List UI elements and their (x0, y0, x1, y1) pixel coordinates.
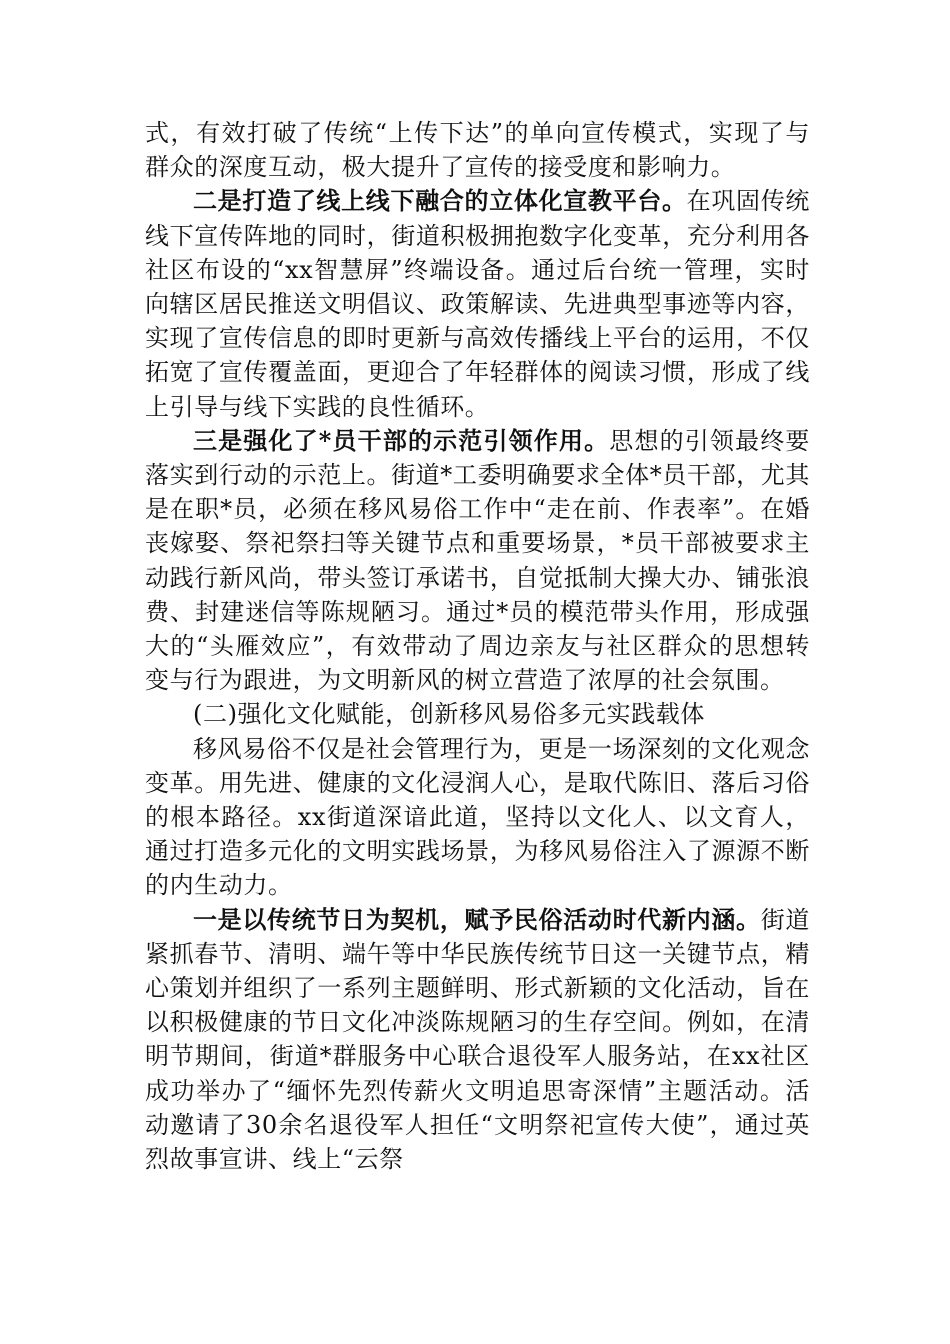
paragraph-1 (145, 116, 810, 184)
paragraph-5-text: 街道紧抓春节、清明、端午等中华民族传统节日这一关键节点，精心策划并组织了一系列主题鲜明、形式新颖的文化活动，旨在以积极健康的节日文化冲淡陈规陋习的生存空间。例如，在清明节期间，街道*群服务中心联合退役军人服务站，在xx社区成功举办了“缅怀先烈传薪火文明追思寄深情”主题活动。活动邀请了30余名退役军人担任“文明祭祀宣传大使”，通过英烈故事宣讲、线上“云祭 (145, 905, 810, 1174)
paragraph-3-text: 思想的引领最终要落实到行动的示范上。街道*工委明确要求全体*员干部，尤其是在职*员，必须在移风易俗工作中“走在前、作表率”。在婚丧嫁娶、祭祀祭扫等关键节点和重要场景，*员干部被要求主动践行新风尚，带头签订承诺书，自觉抵制大操大办、铺张浪费、封建迷信等陈规陋习。通过*员的模范带头作用，形成强大的“头雁效应”，有效带动了周边亲友与社区群众的思想转变与行为跟进，为文明新风的树立营造了浓厚的社会氛围。 (145, 426, 810, 695)
paragraph-3 (145, 424, 810, 698)
paragraph-2-text: 在巩固传统线下宣传阵地的同时，街道积极拥抱数字化变革，充分利用各社区布设的“xx智慧屏”终端设备。通过后台统一管理，实时向辖区居民推送文明倡议、政策解读、先进典型事迹等内容，实现了宣传信息的即时更新与高效传播线上平台的运用，不仅拓宽了宣传覆盖面，更迎合了年轻群体的阅读习惯，形成了线上引导与线下实践的良性循环。 (145, 187, 811, 421)
paragraph-2-lead: 二是打造了线上线下融合的立体化宣教平台。 (193, 186, 687, 216)
paragraph-3-lead: 三是强化了*员干部的示范引领作用。 (193, 425, 610, 455)
paragraph-5-lead: 一是以传统节日为契机，赋予民俗活动时代新内涵。 (193, 904, 761, 934)
paragraph-5 (145, 903, 810, 1177)
paragraph-2 (145, 184, 810, 423)
paragraph-4 (145, 732, 810, 903)
section-heading: (二)强化文化赋能，创新移风易俗多元实践载体 (193, 700, 705, 729)
paragraph-1-text: 式，有效打破了传统“上传下达”的单向宣传模式，实现了与群众的深度互动，极大提升了宣传的接受度和影响力。 (145, 119, 810, 182)
paragraph-4-text: 移风易俗不仅是社会管理行为，更是一场深刻的文化观念变革。用先进、健康的文化浸润人心，是取代陈旧、落后习俗的根本路径。xx街道深谙此道，坚持以文化人、以文育人，通过打造多元化的文明实践场景，为移风易俗注入了源源不断的内生动力。 (145, 734, 810, 900)
